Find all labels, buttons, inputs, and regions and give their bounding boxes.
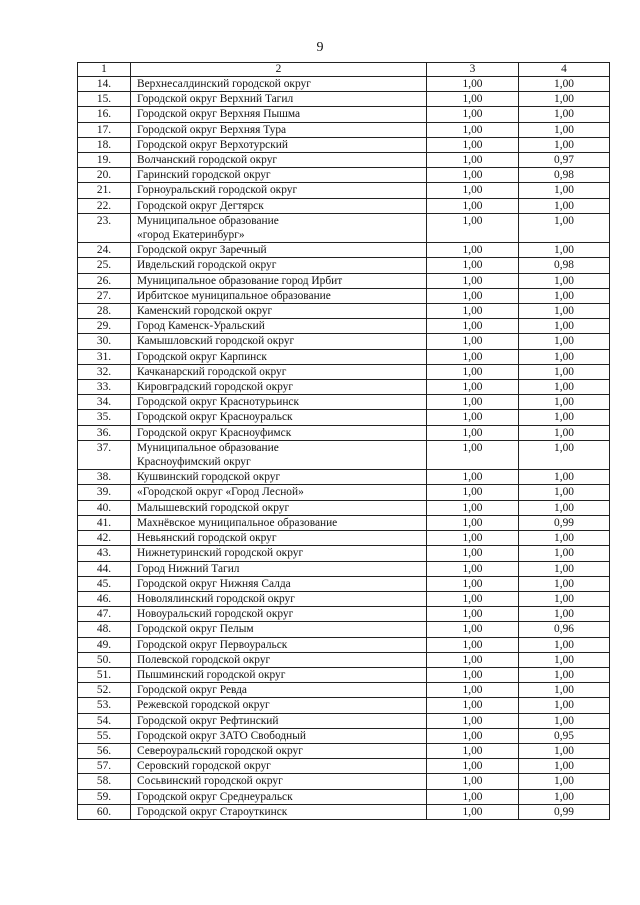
column-4-value-cell: 1,00	[519, 273, 610, 288]
column-3-value-cell: 1,00	[427, 531, 519, 546]
municipality-name-cell: Городской округ Заречный	[131, 243, 427, 258]
municipality-name-cell: Кировградский городской округ	[131, 380, 427, 395]
column-3-value-cell: 1,00	[427, 667, 519, 682]
municipality-name-cell: Городской округ Первоуральск	[131, 637, 427, 652]
column-4-value-cell: 1,00	[519, 319, 610, 334]
column-4-value-cell: 1,00	[519, 789, 610, 804]
table-row	[78, 168, 610, 183]
table-row	[78, 531, 610, 546]
column-3-value-cell: 1,00	[427, 77, 519, 92]
municipality-name-cell: Режевской городской округ	[131, 698, 427, 713]
table-row	[78, 153, 610, 168]
column-header-4: 4	[519, 63, 610, 77]
municipality-name-cell: Махнёвское муниципальное образование	[131, 515, 427, 530]
row-number-cell: 32.	[78, 364, 131, 379]
column-3-value-cell: 1,00	[427, 364, 519, 379]
municipality-name-cell: Новоуральский городской округ	[131, 607, 427, 622]
municipality-name-cell: Гаринский городской округ	[131, 168, 427, 183]
table-row	[78, 515, 610, 530]
row-number-cell: 16.	[78, 107, 131, 122]
row-number-cell: 29.	[78, 319, 131, 334]
table-row	[78, 804, 610, 819]
table-row	[78, 273, 610, 288]
column-4-value-cell: 1,00	[519, 743, 610, 758]
column-4-value-cell: 1,00	[519, 243, 610, 258]
table-row	[78, 288, 610, 303]
municipality-name-cell: Городской округ ЗАТО Свободный	[131, 728, 427, 743]
column-3-value-cell: 1,00	[427, 258, 519, 273]
column-3-value-cell: 1,00	[427, 561, 519, 576]
municipality-name-cell: Новолялинский городской округ	[131, 591, 427, 606]
column-3-value-cell: 1,00	[427, 304, 519, 319]
column-4-value-cell: 1,00	[519, 380, 610, 395]
row-number-cell: 19.	[78, 153, 131, 168]
municipality-name-cell: Верхнесалдинский городской округ	[131, 77, 427, 92]
table-row	[78, 607, 610, 622]
column-3-value-cell: 1,00	[427, 774, 519, 789]
column-4-value-cell: 1,00	[519, 410, 610, 425]
column-3-value-cell: 1,00	[427, 500, 519, 515]
row-number-cell: 57.	[78, 759, 131, 774]
table-row	[78, 183, 610, 198]
row-number-cell: 22.	[78, 198, 131, 213]
column-3-value-cell: 1,00	[427, 153, 519, 168]
row-number-cell: 53.	[78, 698, 131, 713]
column-4-value-cell: 1,00	[519, 334, 610, 349]
column-4-value-cell: 1,00	[519, 304, 610, 319]
table-row	[78, 258, 610, 273]
row-number-cell: 47.	[78, 607, 131, 622]
municipality-name-cell: Городской округ Красноуральск	[131, 410, 427, 425]
row-number-cell: 36.	[78, 425, 131, 440]
column-3-value-cell: 1,00	[427, 698, 519, 713]
table-row	[78, 77, 610, 92]
column-4-value-cell: 1,00	[519, 183, 610, 198]
row-number-cell: 25.	[78, 258, 131, 273]
municipality-name-cell: Муниципальное образование Красноуфимский округ	[131, 440, 427, 469]
column-4-value-cell: 1,00	[519, 288, 610, 303]
column-3-value-cell: 1,00	[427, 591, 519, 606]
municipality-name-cell: Муниципальное образование город Ирбит	[131, 273, 427, 288]
column-3-value-cell: 1,00	[427, 440, 519, 469]
municipality-name-cell: Волчанский городской округ	[131, 153, 427, 168]
column-3-value-cell: 1,00	[427, 288, 519, 303]
table-row	[78, 561, 610, 576]
column-4-value-cell: 1,00	[519, 652, 610, 667]
table-row	[78, 380, 610, 395]
row-number-cell: 15.	[78, 92, 131, 107]
row-number-cell: 34.	[78, 395, 131, 410]
column-4-value-cell: 1,00	[519, 395, 610, 410]
column-4-value-cell: 1,00	[519, 576, 610, 591]
row-number-cell: 42.	[78, 531, 131, 546]
table-row	[78, 137, 610, 152]
row-number-cell: 17.	[78, 122, 131, 137]
column-4-value-cell: 1,00	[519, 364, 610, 379]
row-number-cell: 40.	[78, 500, 131, 515]
table-row	[78, 637, 610, 652]
table-row	[78, 667, 610, 682]
column-3-value-cell: 1,00	[427, 198, 519, 213]
column-4-value-cell: 1,00	[519, 470, 610, 485]
column-3-value-cell: 1,00	[427, 515, 519, 530]
table-row	[78, 319, 610, 334]
row-number-cell: 27.	[78, 288, 131, 303]
column-3-value-cell: 1,00	[427, 607, 519, 622]
table-row	[78, 728, 610, 743]
table-row	[78, 485, 610, 500]
table-row	[78, 546, 610, 561]
row-number-cell: 44.	[78, 561, 131, 576]
column-3-value-cell: 1,00	[427, 713, 519, 728]
column-4-value-cell: 1,00	[519, 683, 610, 698]
column-3-value-cell: 1,00	[427, 728, 519, 743]
column-4-value-cell: 1,00	[519, 425, 610, 440]
column-4-value-cell: 0,96	[519, 622, 610, 637]
column-4-value-cell: 0,99	[519, 515, 610, 530]
municipality-name-cell: Ирбитское муниципальное образование	[131, 288, 427, 303]
column-4-value-cell: 0,97	[519, 153, 610, 168]
column-3-value-cell: 1,00	[427, 243, 519, 258]
row-number-cell: 55.	[78, 728, 131, 743]
row-number-cell: 33.	[78, 380, 131, 395]
table-row	[78, 622, 610, 637]
column-4-value-cell: 1,00	[519, 607, 610, 622]
row-number-cell: 52.	[78, 683, 131, 698]
column-3-value-cell: 1,00	[427, 759, 519, 774]
row-number-cell: 58.	[78, 774, 131, 789]
table-row	[78, 213, 610, 242]
row-number-cell: 39.	[78, 485, 131, 500]
table-row	[78, 304, 610, 319]
municipality-name-cell: Городской округ Верхняя Пышма	[131, 107, 427, 122]
municipality-name-cell: Городской округ Верхняя Тура	[131, 122, 427, 137]
municipality-name-cell: Серовский городской округ	[131, 759, 427, 774]
municipality-name-cell: «Городской округ «Город Лесной»	[131, 485, 427, 500]
column-4-value-cell: 1,00	[519, 77, 610, 92]
municipality-name-cell: Качканарский городской округ	[131, 364, 427, 379]
column-3-value-cell: 1,00	[427, 576, 519, 591]
column-4-value-cell: 1,00	[519, 698, 610, 713]
column-3-value-cell: 1,00	[427, 683, 519, 698]
column-3-value-cell: 1,00	[427, 425, 519, 440]
column-header-3: 3	[427, 63, 519, 77]
column-3-value-cell: 1,00	[427, 637, 519, 652]
column-4-value-cell: 1,00	[519, 500, 610, 515]
column-4-value-cell: 1,00	[519, 107, 610, 122]
table-row	[78, 243, 610, 258]
municipality-name-cell: Городской округ Карпинск	[131, 349, 427, 364]
column-4-value-cell: 1,00	[519, 137, 610, 152]
row-number-cell: 41.	[78, 515, 131, 530]
table-row	[78, 122, 610, 137]
table-row	[78, 440, 610, 469]
column-3-value-cell: 1,00	[427, 122, 519, 137]
table-row	[78, 198, 610, 213]
municipality-name-cell: Городской округ Рефтинский	[131, 713, 427, 728]
table-row	[78, 349, 610, 364]
table-row	[78, 698, 610, 713]
column-4-value-cell: 1,00	[519, 713, 610, 728]
row-number-cell: 18.	[78, 137, 131, 152]
column-3-value-cell: 1,00	[427, 485, 519, 500]
column-4-value-cell: 1,00	[519, 213, 610, 242]
table-row	[78, 591, 610, 606]
table-row	[78, 425, 610, 440]
municipality-name-cell: Сосьвинский городской округ	[131, 774, 427, 789]
table-row	[78, 364, 610, 379]
municipality-name-cell: Каменский городской округ	[131, 304, 427, 319]
column-4-value-cell: 1,00	[519, 637, 610, 652]
row-number-cell: 50.	[78, 652, 131, 667]
table-row	[78, 334, 610, 349]
table-row	[78, 713, 610, 728]
municipality-name-cell: Городской округ Староуткинск	[131, 804, 427, 819]
row-number-cell: 14.	[78, 77, 131, 92]
municipality-name-cell: Городской округ Ревда	[131, 683, 427, 698]
row-number-cell: 26.	[78, 273, 131, 288]
column-3-value-cell: 1,00	[427, 380, 519, 395]
row-number-cell: 23.	[78, 213, 131, 242]
column-3-value-cell: 1,00	[427, 395, 519, 410]
column-4-value-cell: 0,98	[519, 258, 610, 273]
table-row	[78, 470, 610, 485]
column-3-value-cell: 1,00	[427, 334, 519, 349]
municipality-name-cell: Городской округ Краснотурьинск	[131, 395, 427, 410]
column-3-value-cell: 1,00	[427, 319, 519, 334]
municipality-name-cell: Городской округ Дегтярск	[131, 198, 427, 213]
column-3-value-cell: 1,00	[427, 546, 519, 561]
column-4-value-cell: 1,00	[519, 485, 610, 500]
row-number-cell: 31.	[78, 349, 131, 364]
column-3-value-cell: 1,00	[427, 92, 519, 107]
column-3-value-cell: 1,00	[427, 743, 519, 758]
column-4-value-cell: 0,95	[519, 728, 610, 743]
column-3-value-cell: 1,00	[427, 804, 519, 819]
municipality-name-cell: Нижнетуринский городской округ	[131, 546, 427, 561]
row-number-cell: 43.	[78, 546, 131, 561]
column-4-value-cell: 1,00	[519, 349, 610, 364]
table-row	[78, 395, 610, 410]
table-row	[78, 500, 610, 515]
table-body	[78, 77, 610, 820]
row-number-cell: 30.	[78, 334, 131, 349]
table-row	[78, 92, 610, 107]
column-4-value-cell: 1,00	[519, 440, 610, 469]
row-number-cell: 59.	[78, 789, 131, 804]
row-number-cell: 28.	[78, 304, 131, 319]
row-number-cell: 45.	[78, 576, 131, 591]
municipality-name-cell: Ивдельский городской округ	[131, 258, 427, 273]
municipality-name-cell: Городской округ Среднеуральск	[131, 789, 427, 804]
table-row	[78, 774, 610, 789]
municipality-name-cell: Городской округ Пелым	[131, 622, 427, 637]
row-number-cell: 54.	[78, 713, 131, 728]
column-3-value-cell: 1,00	[427, 410, 519, 425]
row-number-cell: 48.	[78, 622, 131, 637]
municipality-name-cell: Малышевский городской округ	[131, 500, 427, 515]
municipality-name-cell: Североуральский городской округ	[131, 743, 427, 758]
municipality-name-cell: Полевской городской округ	[131, 652, 427, 667]
row-number-cell: 35.	[78, 410, 131, 425]
municipality-name-cell: Камышловский городской округ	[131, 334, 427, 349]
row-number-cell: 51.	[78, 667, 131, 682]
municipality-name-cell: Муниципальное образование «город Екатеринбург»	[131, 213, 427, 242]
column-3-value-cell: 1,00	[427, 652, 519, 667]
municipality-name-cell: Город Каменск-Уральский	[131, 319, 427, 334]
row-number-cell: 37.	[78, 440, 131, 469]
municipality-name-cell: Городской округ Красноуфимск	[131, 425, 427, 440]
row-number-cell: 60.	[78, 804, 131, 819]
table-row	[78, 759, 610, 774]
column-3-value-cell: 1,00	[427, 168, 519, 183]
column-4-value-cell: 1,00	[519, 546, 610, 561]
column-header-1: 1	[78, 63, 131, 77]
row-number-cell: 49.	[78, 637, 131, 652]
column-3-value-cell: 1,00	[427, 273, 519, 288]
column-4-value-cell: 0,99	[519, 804, 610, 819]
column-4-value-cell: 1,00	[519, 92, 610, 107]
column-3-value-cell: 1,00	[427, 183, 519, 198]
row-number-cell: 46.	[78, 591, 131, 606]
column-3-value-cell: 1,00	[427, 789, 519, 804]
municipality-name-cell: Горноуральский городской округ	[131, 183, 427, 198]
column-4-value-cell: 1,00	[519, 531, 610, 546]
row-number-cell: 38.	[78, 470, 131, 485]
table-header-row	[78, 63, 610, 77]
column-3-value-cell: 1,00	[427, 622, 519, 637]
column-4-value-cell: 1,00	[519, 667, 610, 682]
column-3-value-cell: 1,00	[427, 349, 519, 364]
table-row	[78, 576, 610, 591]
column-4-value-cell: 1,00	[519, 759, 610, 774]
column-4-value-cell: 1,00	[519, 122, 610, 137]
municipality-name-cell: Город Нижний Тагил	[131, 561, 427, 576]
column-header-2: 2	[131, 63, 427, 77]
column-4-value-cell: 1,00	[519, 561, 610, 576]
row-number-cell: 21.	[78, 183, 131, 198]
column-4-value-cell: 1,00	[519, 774, 610, 789]
table-row	[78, 652, 610, 667]
municipality-name-cell: Городской округ Верхотурский	[131, 137, 427, 152]
page-number: 9	[316, 40, 324, 55]
table-row	[78, 743, 610, 758]
column-4-value-cell: 0,98	[519, 168, 610, 183]
column-4-value-cell: 1,00	[519, 591, 610, 606]
municipality-name-cell: Городской округ Нижняя Салда	[131, 576, 427, 591]
column-3-value-cell: 1,00	[427, 470, 519, 485]
table-row	[78, 789, 610, 804]
column-3-value-cell: 1,00	[427, 107, 519, 122]
table-row	[78, 410, 610, 425]
table-row	[78, 107, 610, 122]
row-number-cell: 20.	[78, 168, 131, 183]
column-4-value-cell: 1,00	[519, 198, 610, 213]
municipality-name-cell: Пышминский городской округ	[131, 667, 427, 682]
row-number-cell: 24.	[78, 243, 131, 258]
municipality-name-cell: Невьянский городской округ	[131, 531, 427, 546]
row-number-cell: 56.	[78, 743, 131, 758]
column-3-value-cell: 1,00	[427, 213, 519, 242]
municipality-name-cell: Городской округ Верхний Тагил	[131, 92, 427, 107]
municipality-name-cell: Кушвинский городской округ	[131, 470, 427, 485]
column-3-value-cell: 1,00	[427, 137, 519, 152]
table-row	[78, 683, 610, 698]
municipality-table	[77, 62, 610, 820]
